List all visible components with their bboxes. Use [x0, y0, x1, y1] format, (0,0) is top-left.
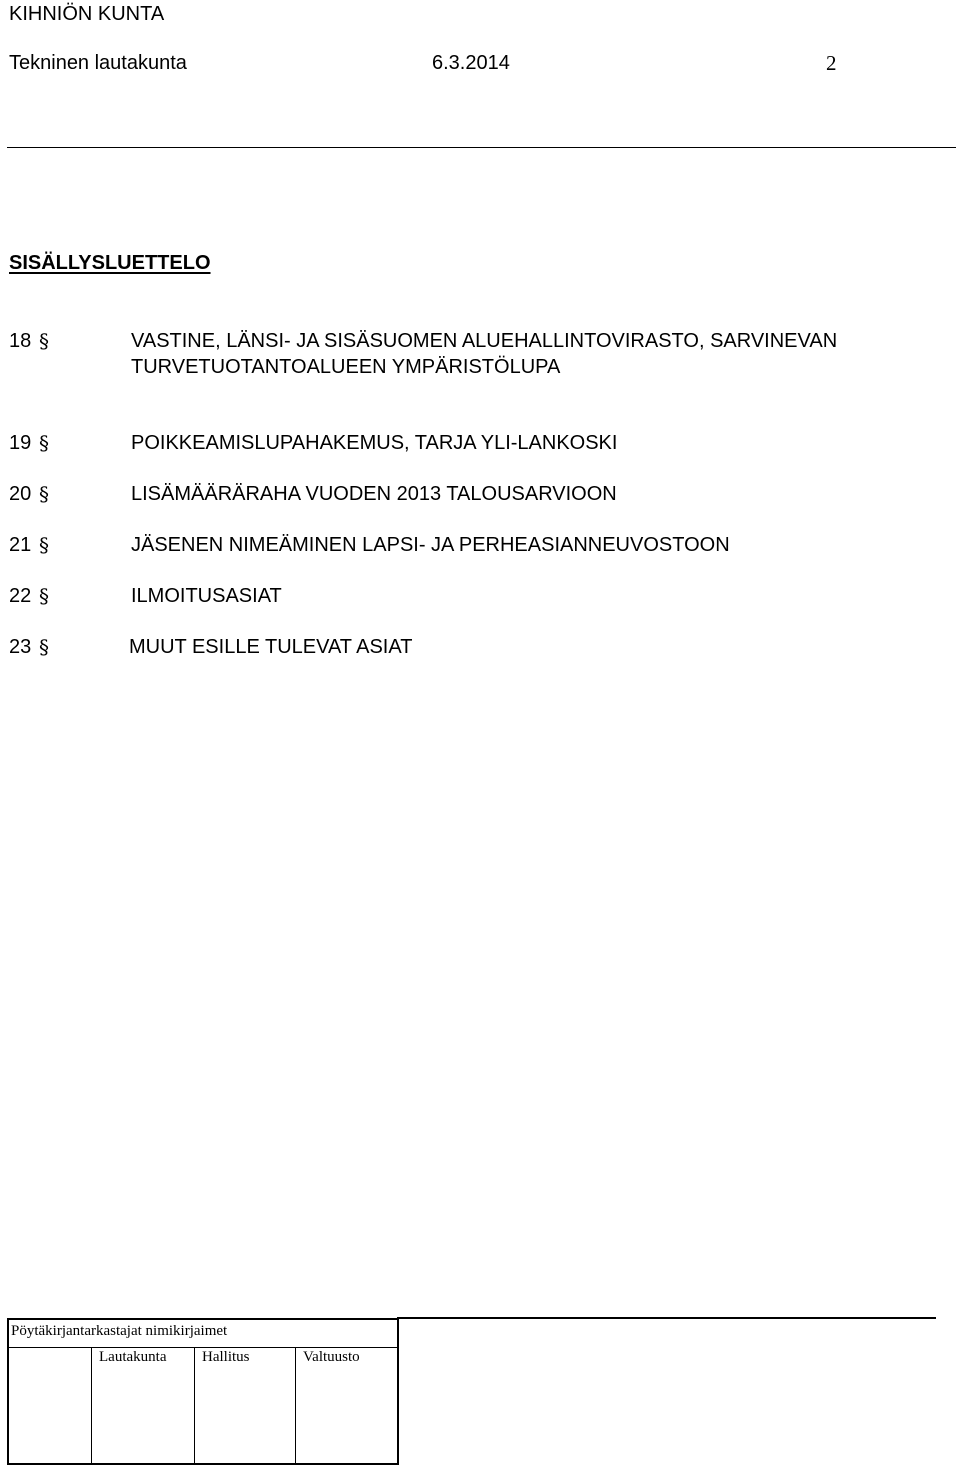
- toc-title: SISÄLLYSLUETTELO: [9, 252, 211, 274]
- toc-item-text: POIKKEAMISLUPAHAKEMUS, TARJA YLI-LANKOSKI: [131, 432, 618, 454]
- toc-item-number: 22: [9, 585, 32, 607]
- column-divider: [194, 1348, 195, 1463]
- toc-item-number: 20: [9, 483, 32, 505]
- section-sign-icon: §: [39, 329, 49, 353]
- section-sign-icon: §: [39, 584, 49, 608]
- toc-item-number: 21: [9, 534, 32, 556]
- toc-item-number: 19: [9, 432, 32, 454]
- toc-item-number: 23: [9, 636, 32, 658]
- toc-item-text: VASTINE, LÄNSI- JA SISÄSUOMEN ALUEHALLINTOVIRASTO, SARVINEVAN TURVETUOTANTOALUEEN YMPÄRISTÖLUPA: [131, 330, 838, 378]
- section-sign-icon: §: [39, 533, 49, 557]
- toc-item-number: 18: [9, 330, 32, 352]
- page-number: 2: [826, 51, 837, 75]
- column-divider: [295, 1348, 296, 1463]
- section-sign-icon: §: [39, 635, 49, 659]
- column-label-valtuusto: Valtuusto: [303, 1349, 360, 1365]
- committee-name: Tekninen lautakunta: [9, 52, 187, 74]
- header-divider: [7, 147, 956, 148]
- column-label-hallitus: Hallitus: [202, 1349, 250, 1365]
- toc-item-text: MUUT ESILLE TULEVAT ASIAT: [129, 636, 413, 658]
- toc-item-text: LISÄMÄÄRÄRAHA VUODEN 2013 TALOUSARVIOON: [131, 483, 617, 505]
- column-divider: [91, 1348, 92, 1463]
- signature-box-heading: [9, 1320, 397, 1348]
- toc-item-text: ILMOITUSASIAT: [131, 585, 282, 607]
- footer-divider: [397, 1317, 936, 1319]
- organization-name: KIHNIÖN KUNTA: [9, 3, 165, 25]
- toc-item-text: JÄSENEN NIMEÄMINEN LAPSI- JA PERHEASIANNEUVOSTOON: [131, 534, 730, 556]
- section-sign-icon: §: [39, 482, 49, 506]
- section-sign-icon: §: [39, 431, 49, 455]
- meeting-date: 6.3.2014: [432, 52, 510, 74]
- signature-box-title: Pöytäkirjantarkastajat nimikirjaimet: [11, 1323, 228, 1339]
- column-label-lautakunta: Lautakunta: [99, 1349, 167, 1365]
- signature-initials-box: [7, 1318, 399, 1465]
